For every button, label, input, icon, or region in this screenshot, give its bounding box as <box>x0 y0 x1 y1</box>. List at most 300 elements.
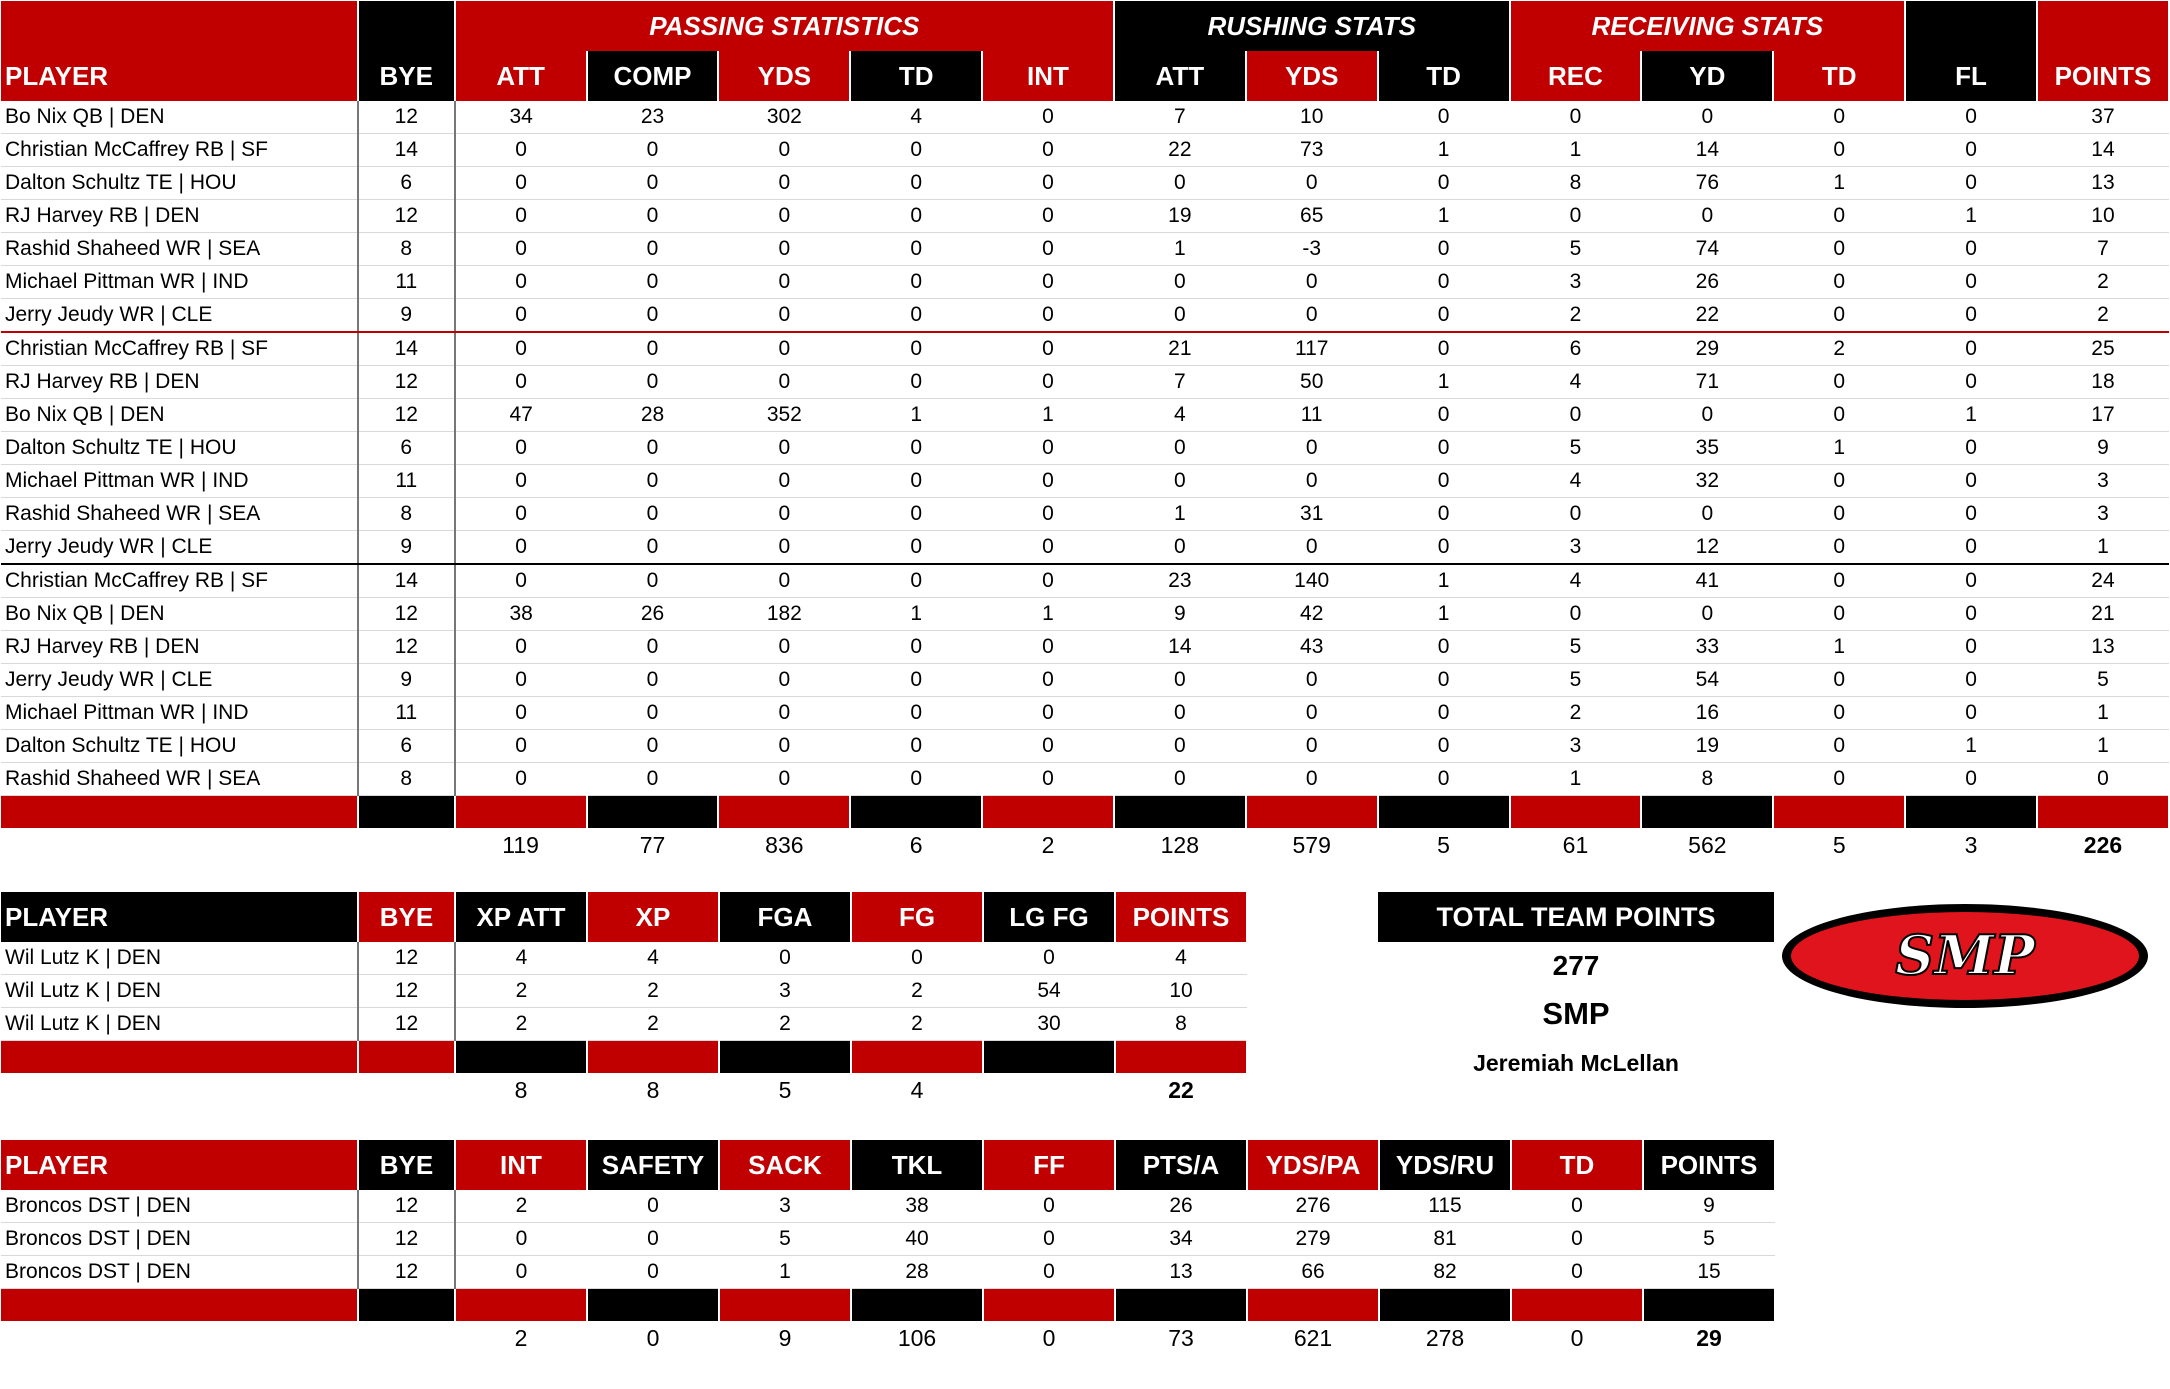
player-stats-table <box>1 1 2170 862</box>
stat-cell: 0 <box>587 1223 719 1256</box>
stat-cell: 0 <box>1114 167 1246 200</box>
stat-cell: 33 <box>1641 631 1773 664</box>
stat-cell: 38 <box>455 598 587 631</box>
color-bar-cell <box>1643 1289 1775 1322</box>
stat-cell: 74 <box>1641 233 1773 266</box>
stat-cell: 0 <box>850 432 982 465</box>
stat-cell: 23 <box>1114 564 1246 598</box>
stat-cell: 5 <box>1510 233 1642 266</box>
team-summary <box>1378 892 1774 1077</box>
stat-cell: 0 <box>850 134 982 167</box>
stat-cell: 5 <box>1510 631 1642 664</box>
stat-cell: 25 <box>2037 332 2169 366</box>
stat-cell: 0 <box>1246 299 1378 333</box>
stat-cell: 38 <box>851 1190 983 1223</box>
stat-cell: 0 <box>1905 432 2037 465</box>
stat-cell: 0 <box>719 942 851 975</box>
stat-cell: 0 <box>1641 498 1773 531</box>
stat-cell: 50 <box>1246 366 1378 399</box>
stat-cell: 0 <box>455 498 587 531</box>
stat-cell: 0 <box>1378 299 1510 333</box>
column-header: LG FG <box>983 892 1115 942</box>
table-row <box>1 1223 1775 1256</box>
stat-cell: 12 <box>358 631 455 664</box>
stat-cell: 0 <box>982 299 1114 333</box>
table-row <box>1 975 1247 1008</box>
stat-cell: 0 <box>982 366 1114 399</box>
color-bar-cell <box>1 1289 358 1322</box>
player-name-cell: Broncos DST | DEN <box>1 1256 358 1289</box>
color-bar-cell <box>358 1041 455 1074</box>
stat-cell: 13 <box>1115 1256 1247 1289</box>
stat-cell: 0 <box>587 233 719 266</box>
passing-group-header: PASSING STATISTICS <box>455 1 1114 51</box>
stat-cell: 0 <box>850 366 982 399</box>
color-bar-cell <box>1773 796 1905 829</box>
stat-cell: 0 <box>1246 730 1378 763</box>
total-team-points-value: 277 <box>1552 950 1600 981</box>
stat-cell: 0 <box>1246 465 1378 498</box>
stat-cell: 8 <box>358 763 455 796</box>
stat-cell: 0 <box>455 366 587 399</box>
color-bar-cell <box>1115 1289 1247 1322</box>
stat-cell: 0 <box>850 697 982 730</box>
stat-cell: 0 <box>1510 399 1642 432</box>
stat-cell: 0 <box>718 134 850 167</box>
stat-cell: 0 <box>455 266 587 299</box>
kicker-stats-table <box>1 892 1248 1107</box>
column-header: TD <box>850 51 982 101</box>
stat-cell: 0 <box>587 167 719 200</box>
stat-cell: 182 <box>718 598 850 631</box>
stat-cell: 0 <box>1905 697 2037 730</box>
stat-cell: 0 <box>1378 730 1510 763</box>
total-cell: 9 <box>778 1324 792 1351</box>
stat-cell: 0 <box>1378 266 1510 299</box>
color-bar-row <box>1 1041 1247 1074</box>
stat-cell: 0 <box>1378 465 1510 498</box>
stat-cell: 12 <box>358 1008 455 1041</box>
total-cell <box>983 1073 1115 1107</box>
column-header: SAFETY <box>587 1140 719 1190</box>
stat-cell: 8 <box>358 498 455 531</box>
player-name-cell: Michael Pittman WR | IND <box>1 266 358 299</box>
stat-cell: 140 <box>1246 564 1378 598</box>
stat-cell: 0 <box>1246 763 1378 796</box>
stat-cell: 34 <box>455 101 587 134</box>
total-cell: 4 <box>910 1076 924 1103</box>
stat-cell: 9 <box>1643 1190 1775 1223</box>
stat-cell: 47 <box>455 399 587 432</box>
stat-cell: 0 <box>1773 299 1905 333</box>
stat-cell: 0 <box>587 465 719 498</box>
total-cell: 119 <box>502 831 539 858</box>
stat-cell: 2 <box>851 975 983 1008</box>
stat-cell: 0 <box>983 1190 1115 1223</box>
player-name-cell: Rashid Shaheed WR | SEA <box>1 498 358 531</box>
stat-cell: 31 <box>1246 498 1378 531</box>
stat-cell: 2 <box>1510 299 1642 333</box>
column-header: POINTS <box>2037 51 2169 101</box>
logo-text: SMP <box>1895 923 2035 987</box>
stat-cell: 0 <box>983 942 1115 975</box>
table-row <box>1 1190 1775 1223</box>
stat-cell: 0 <box>1641 598 1773 631</box>
stat-cell: 0 <box>1773 101 1905 134</box>
stat-cell: 1 <box>1378 134 1510 167</box>
table-row <box>1 432 2169 465</box>
stat-cell: 12 <box>358 1190 455 1223</box>
stat-cell: 0 <box>455 564 587 598</box>
column-header: SACK <box>719 1140 851 1190</box>
stat-cell: 1 <box>850 399 982 432</box>
stat-cell: 4 <box>1510 465 1642 498</box>
table-row <box>1 664 2169 697</box>
table-row <box>1 531 2169 565</box>
owner-name: Jeremiah McLellan <box>1473 1050 1679 1076</box>
stat-cell: 0 <box>851 942 983 975</box>
total-cell: 0 <box>1570 1324 1584 1351</box>
table-row <box>1 498 2169 531</box>
stat-cell: 0 <box>850 233 982 266</box>
stat-cell: 0 <box>982 332 1114 366</box>
stat-cell: 0 <box>718 432 850 465</box>
stat-cell: 0 <box>1905 167 2037 200</box>
column-header: ATT <box>455 51 587 101</box>
column-header: YDS <box>1246 51 1378 101</box>
stat-cell: 0 <box>718 332 850 366</box>
stat-cell: 1 <box>2037 531 2169 565</box>
color-bar-cell <box>587 796 719 829</box>
total-cell: 73 <box>1168 1324 1194 1351</box>
column-header: PLAYER <box>1 892 358 942</box>
total-team-points-title: TOTAL TEAM POINTS <box>1378 892 1774 942</box>
stat-cell: 352 <box>718 399 850 432</box>
stat-cell: 0 <box>1511 1190 1643 1223</box>
color-bar-cell <box>982 796 1114 829</box>
stat-cell: 5 <box>1643 1223 1775 1256</box>
stat-cell: 0 <box>455 332 587 366</box>
column-header: YD <box>1641 51 1773 101</box>
stat-cell: 0 <box>1246 531 1378 565</box>
color-bar-cell <box>850 796 982 829</box>
stat-cell: 26 <box>587 598 719 631</box>
color-bar-row <box>1 1289 1775 1322</box>
total-cell: 6 <box>909 831 923 858</box>
header-blank <box>2037 1 2169 51</box>
color-bar-cell <box>719 1289 851 1322</box>
table-row <box>1 631 2169 664</box>
stat-cell: 0 <box>1378 498 1510 531</box>
stat-cell: 2 <box>851 1008 983 1041</box>
stat-cell: 1 <box>1905 399 2037 432</box>
total-cell <box>1 1321 358 1355</box>
stat-cell: 0 <box>455 697 587 730</box>
stat-cell: 0 <box>1773 366 1905 399</box>
table-row <box>1 465 2169 498</box>
player-name-cell: Dalton Schultz TE | HOU <box>1 167 358 200</box>
stat-cell: 11 <box>358 697 455 730</box>
stat-cell: 28 <box>851 1256 983 1289</box>
player-name-cell: Christian McCaffrey RB | SF <box>1 134 358 167</box>
stat-cell: 3 <box>719 975 851 1008</box>
stat-cell: 0 <box>1905 266 2037 299</box>
total-cell <box>1 1073 358 1107</box>
header-blank <box>358 1 455 51</box>
player-name-cell: Dalton Schultz TE | HOU <box>1 432 358 465</box>
stat-cell: 0 <box>587 299 719 333</box>
player-name-cell: Jerry Jeudy WR | CLE <box>1 531 358 565</box>
stat-cell: 115 <box>1379 1190 1511 1223</box>
stat-cell: 1 <box>850 598 982 631</box>
stat-cell: 12 <box>358 598 455 631</box>
total-cell: 2 <box>1041 831 1055 858</box>
stat-cell: 0 <box>1510 498 1642 531</box>
stat-cell: 32 <box>1641 465 1773 498</box>
stat-cell: 0 <box>1773 564 1905 598</box>
column-header: FGA <box>719 892 851 942</box>
stat-cell: 21 <box>2037 598 2169 631</box>
table-row <box>1 1008 1247 1041</box>
stat-cell: 8 <box>358 233 455 266</box>
stat-cell: 17 <box>2037 399 2169 432</box>
stat-cell: 1 <box>1114 233 1246 266</box>
stat-cell: 0 <box>850 498 982 531</box>
color-bar-cell <box>1115 1041 1247 1074</box>
stat-cell: 37 <box>2037 101 2169 134</box>
stat-cell: 0 <box>1511 1256 1643 1289</box>
stat-cell: 0 <box>718 366 850 399</box>
stat-cell: 2 <box>2037 299 2169 333</box>
stat-cell: 4 <box>1510 564 1642 598</box>
stat-cell: 76 <box>1641 167 1773 200</box>
stat-cell: 0 <box>982 233 1114 266</box>
stat-cell: 9 <box>358 531 455 565</box>
stat-cell: 0 <box>850 299 982 333</box>
stat-cell: 0 <box>587 697 719 730</box>
defense-stats-table <box>1 1140 1776 1355</box>
stat-cell: 0 <box>718 200 850 233</box>
color-bar-cell <box>2037 796 2169 829</box>
stat-cell: -3 <box>1246 233 1378 266</box>
stat-cell: 1 <box>1510 134 1642 167</box>
stat-cell: 0 <box>1641 101 1773 134</box>
stat-cell: 0 <box>982 763 1114 796</box>
color-bar-cell <box>983 1289 1115 1322</box>
stat-cell: 41 <box>1641 564 1773 598</box>
table-row <box>1 101 2169 134</box>
stat-cell: 3 <box>1510 266 1642 299</box>
stat-cell: 0 <box>1378 332 1510 366</box>
table-row <box>1 598 2169 631</box>
totals-row <box>1 828 2169 862</box>
stat-cell: 0 <box>1114 730 1246 763</box>
stat-cell: 0 <box>455 763 587 796</box>
stat-cell: 0 <box>1773 531 1905 565</box>
stat-cell: 117 <box>1246 332 1378 366</box>
color-bar-cell <box>718 796 850 829</box>
stat-cell: 4 <box>1115 942 1247 975</box>
table-row <box>1 167 2169 200</box>
stat-cell: 0 <box>1773 134 1905 167</box>
stat-cell: 66 <box>1247 1256 1379 1289</box>
stat-cell: 0 <box>850 730 982 763</box>
stat-cell: 0 <box>1905 233 2037 266</box>
stat-cell: 0 <box>587 631 719 664</box>
table-row <box>1 399 2169 432</box>
table-row <box>1 332 2169 366</box>
stat-cell: 40 <box>851 1223 983 1256</box>
stat-cell: 0 <box>1114 664 1246 697</box>
stat-cell: 0 <box>1378 763 1510 796</box>
stat-cell: 14 <box>1641 134 1773 167</box>
color-bar-cell <box>455 1289 587 1322</box>
player-name-cell: Dalton Schultz TE | HOU <box>1 730 358 763</box>
stat-cell: 2 <box>2037 266 2169 299</box>
table-row <box>1 134 2169 167</box>
stat-cell: 0 <box>718 664 850 697</box>
stat-cell: 0 <box>850 167 982 200</box>
stat-cell: 8 <box>1115 1008 1247 1041</box>
stat-cell: 3 <box>2037 465 2169 498</box>
stat-cell: 0 <box>850 631 982 664</box>
totals-row <box>1 1321 1775 1355</box>
stat-cell: 2 <box>455 1008 587 1041</box>
stat-cell: 0 <box>1905 299 2037 333</box>
stat-cell: 3 <box>1510 531 1642 565</box>
stat-cell: 1 <box>982 598 1114 631</box>
color-bar-cell <box>851 1041 983 1074</box>
stat-cell: 0 <box>1378 531 1510 565</box>
stat-cell: 0 <box>982 531 1114 565</box>
color-bar-cell <box>1511 1289 1643 1322</box>
stat-cell: 1 <box>2037 730 2169 763</box>
column-header: FF <box>983 1140 1115 1190</box>
stat-cell: 6 <box>358 730 455 763</box>
stat-cell: 81 <box>1379 1223 1511 1256</box>
total-cell: 5 <box>1832 831 1846 858</box>
player-name-cell: Michael Pittman WR | IND <box>1 697 358 730</box>
stat-cell: 6 <box>1510 332 1642 366</box>
player-name-cell: Rashid Shaheed WR | SEA <box>1 233 358 266</box>
stat-cell: 0 <box>1905 531 2037 565</box>
stat-cell: 0 <box>587 763 719 796</box>
stat-cell: 11 <box>358 465 455 498</box>
stat-cell: 8 <box>1641 763 1773 796</box>
column-header: TD <box>1511 1140 1643 1190</box>
total-cell <box>358 1321 455 1355</box>
stat-cell: 0 <box>982 432 1114 465</box>
stat-cell: 0 <box>1378 167 1510 200</box>
stat-cell: 0 <box>718 233 850 266</box>
stat-cell: 0 <box>1905 631 2037 664</box>
stat-cell: 0 <box>983 1223 1115 1256</box>
total-cell <box>358 828 455 862</box>
stat-cell: 7 <box>1114 101 1246 134</box>
stat-cell: 0 <box>455 233 587 266</box>
stat-cell: 2 <box>587 975 719 1008</box>
stat-cell: 1 <box>1510 763 1642 796</box>
stat-cell: 29 <box>1641 332 1773 366</box>
stat-cell: 0 <box>718 299 850 333</box>
stat-cell: 0 <box>455 664 587 697</box>
player-name-cell: RJ Harvey RB | DEN <box>1 631 358 664</box>
color-bar-cell <box>587 1289 719 1322</box>
stat-cell: 0 <box>587 664 719 697</box>
stat-cell: 0 <box>1114 432 1246 465</box>
stat-cell: 2 <box>455 975 587 1008</box>
stat-cell: 0 <box>850 564 982 598</box>
stat-cell: 0 <box>982 134 1114 167</box>
stat-cell: 0 <box>982 730 1114 763</box>
stat-cell: 35 <box>1641 432 1773 465</box>
stat-cell: 0 <box>1773 266 1905 299</box>
total-cell: 8 <box>646 1076 660 1103</box>
player-name-cell: Wil Lutz K | DEN <box>1 975 358 1008</box>
stat-cell: 0 <box>1905 101 2037 134</box>
stat-cell: 13 <box>2037 631 2169 664</box>
player-name-cell: Rashid Shaheed WR | SEA <box>1 763 358 796</box>
stat-cell: 4 <box>1510 366 1642 399</box>
stat-cell: 65 <box>1246 200 1378 233</box>
stat-cell: 3 <box>719 1190 851 1223</box>
color-bar-cell <box>358 1289 455 1322</box>
stat-cell: 10 <box>1246 101 1378 134</box>
player-name-cell: Christian McCaffrey RB | SF <box>1 332 358 366</box>
stat-cell: 0 <box>718 564 850 598</box>
stat-cell: 0 <box>1378 664 1510 697</box>
stat-cell: 0 <box>2037 763 2169 796</box>
stat-cell: 6 <box>358 167 455 200</box>
stat-cell: 1 <box>1378 598 1510 631</box>
stat-cell: 0 <box>1905 763 2037 796</box>
stat-cell: 0 <box>982 697 1114 730</box>
color-bar-cell <box>1905 796 2037 829</box>
stat-cell: 30 <box>983 1008 1115 1041</box>
player-name-cell: Bo Nix QB | DEN <box>1 399 358 432</box>
stat-cell: 4 <box>1114 399 1246 432</box>
stat-cell: 279 <box>1247 1223 1379 1256</box>
stat-cell: 276 <box>1247 1190 1379 1223</box>
stat-cell: 0 <box>983 1256 1115 1289</box>
stat-cell: 0 <box>1773 465 1905 498</box>
column-header: ATT <box>1114 51 1246 101</box>
color-bar-cell <box>983 1041 1115 1074</box>
stat-cell: 0 <box>982 498 1114 531</box>
stat-cell: 0 <box>850 763 982 796</box>
stat-cell: 0 <box>1114 531 1246 565</box>
player-name-cell: RJ Harvey RB | DEN <box>1 200 358 233</box>
table-row <box>1 299 2169 333</box>
stat-cell: 0 <box>1246 664 1378 697</box>
stat-cell: 1 <box>1905 730 2037 763</box>
stat-cell: 23 <box>587 101 719 134</box>
stat-cell: 0 <box>982 167 1114 200</box>
stat-cell: 0 <box>1378 697 1510 730</box>
stat-cell: 26 <box>1115 1190 1247 1223</box>
column-header: YDS <box>718 51 850 101</box>
stat-cell: 0 <box>718 266 850 299</box>
stat-cell: 6 <box>358 432 455 465</box>
stat-cell: 0 <box>587 200 719 233</box>
stat-cell: 0 <box>1378 233 1510 266</box>
stat-cell: 302 <box>718 101 850 134</box>
stat-cell: 0 <box>587 266 719 299</box>
total-cell: 562 <box>1688 831 1727 858</box>
stat-cell: 0 <box>587 730 719 763</box>
player-name-cell: Wil Lutz K | DEN <box>1 1008 358 1041</box>
player-name-cell: RJ Harvey RB | DEN <box>1 366 358 399</box>
